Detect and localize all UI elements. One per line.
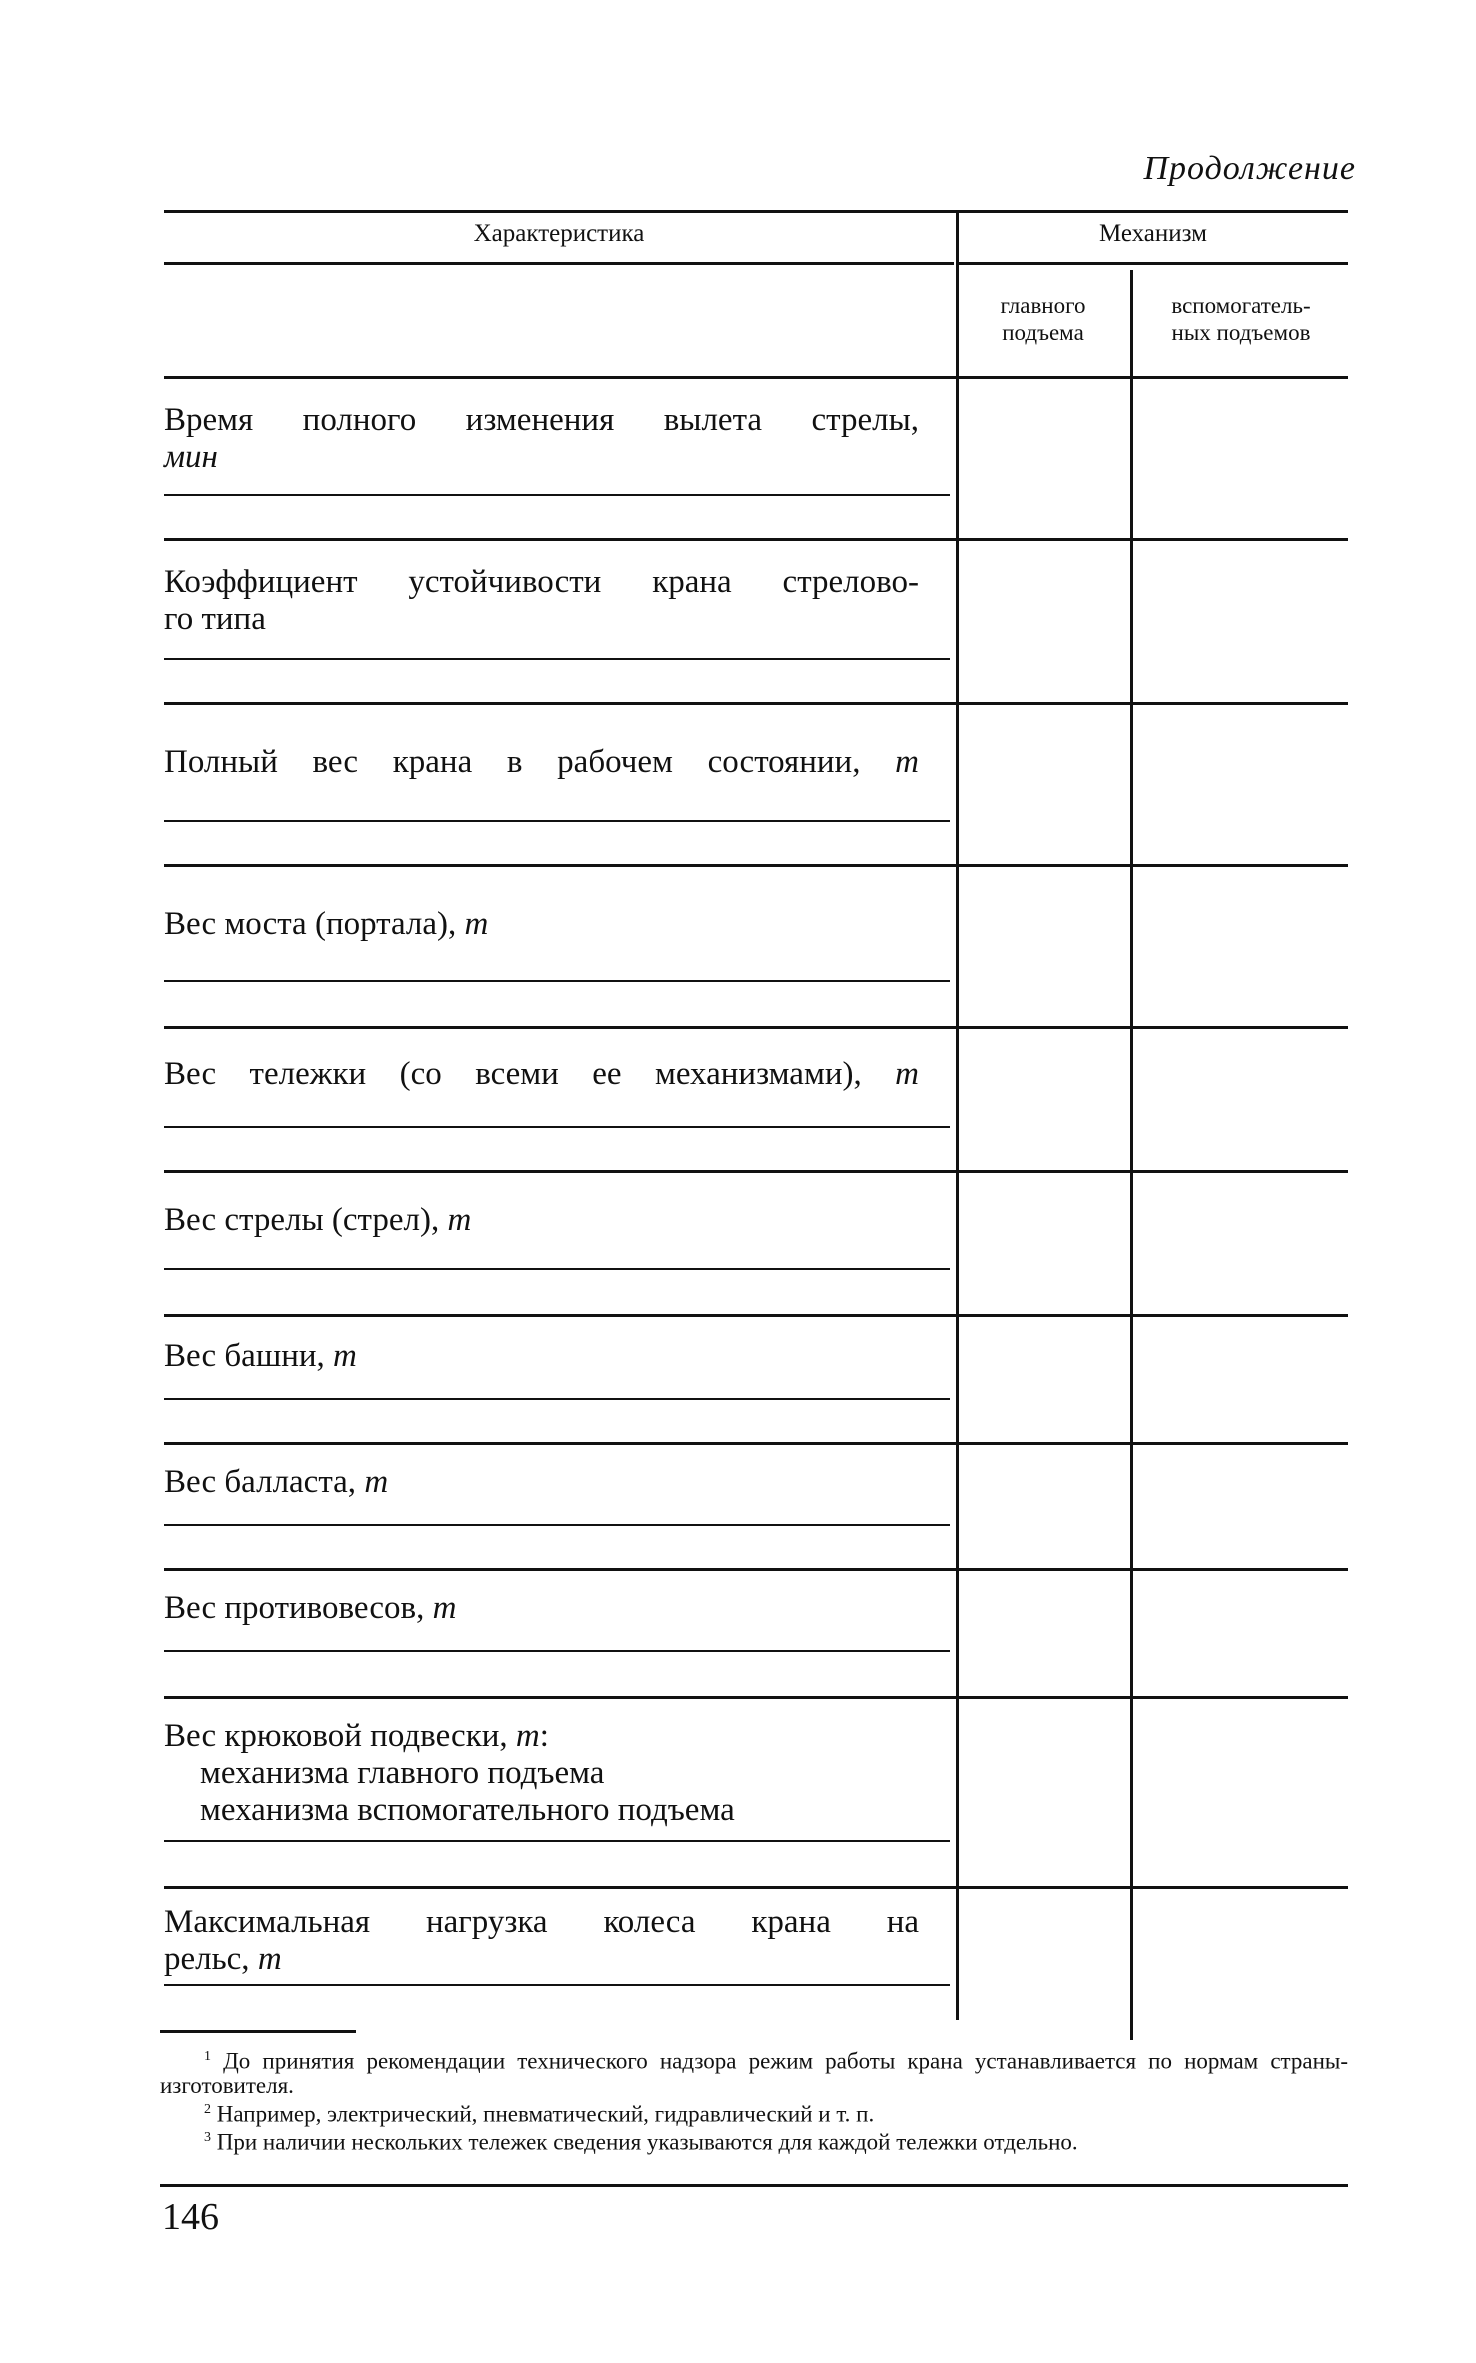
- row-label-text: Максимальная нагрузка колеса крана на: [164, 1904, 919, 1940]
- row-bridge-weight: [164, 906, 924, 943]
- page-bottom-rule: [160, 2184, 1348, 2187]
- characteristic-header-rule: [164, 262, 954, 265]
- row-label-text: Вес башни,: [164, 1338, 325, 1374]
- row-label-text: Время полного изменения вылета стрелы,: [164, 402, 919, 438]
- row-colon: :: [539, 1718, 549, 1754]
- subheader-main-line2: подъема: [1002, 320, 1084, 345]
- footnote-separator: [160, 2030, 356, 2033]
- row-max-wheel-load: [164, 1904, 919, 1978]
- footnote-mark: 2: [204, 2101, 211, 2117]
- row-rule: [164, 1886, 1348, 1889]
- footnote-text: При наличии нескольких тележек сведения указываются для каждой тележки отдельно.: [216, 2129, 1078, 2155]
- row-unit: т: [432, 1590, 457, 1626]
- footnote-text: Например, электрический, пневматический, гидравлический и т. п.: [216, 2101, 875, 2127]
- row-label-text: Коэффициент устойчивости крана стрелово-: [164, 564, 919, 600]
- row-stability-coefficient: [164, 564, 919, 638]
- row-label-text: Вес крюковой подвески,: [164, 1718, 508, 1754]
- subheader-aux-line2: ных подъемов: [1171, 320, 1311, 345]
- row-total-weight: [164, 744, 919, 781]
- row-ballast-weight: [164, 1464, 924, 1501]
- row-unit: т: [447, 1202, 472, 1238]
- row-rule: [164, 702, 1348, 705]
- row-unit: т: [257, 1941, 282, 1977]
- row-rule: [164, 1840, 950, 1842]
- continuation-label: Продолжение: [1143, 150, 1356, 187]
- footnote-mark: 1: [204, 2049, 211, 2064]
- row-rule: [164, 1568, 1348, 1571]
- row-label-text: Полный вес крана в рабочем состоянии,: [164, 744, 861, 780]
- subheader-main-hoist: [958, 292, 1128, 346]
- footnotes: [160, 2045, 1348, 2155]
- page-number: 146: [162, 2196, 219, 2238]
- row-unit: т: [464, 906, 489, 942]
- row-rule: [164, 1696, 1348, 1699]
- row-label-text: Вес противовесов,: [164, 1590, 425, 1626]
- col-header-characteristic: Характеристика: [473, 220, 645, 247]
- row-label-text: Вес моста (портала),: [164, 906, 457, 942]
- row-unit: мин: [164, 439, 218, 475]
- row-rule: [164, 1650, 950, 1652]
- row-rule: [164, 1026, 1348, 1029]
- row-unit: т: [333, 1338, 357, 1374]
- footnote-mark: 3: [204, 2130, 211, 2146]
- row-trolley-weight: [164, 1056, 919, 1093]
- row-unit: т: [895, 744, 919, 780]
- row-unit: т: [895, 1056, 919, 1092]
- col-header-mechanism: Механизм: [1098, 220, 1208, 247]
- subheader-aux-line1: вспомогатель-: [1171, 293, 1311, 318]
- footnote-text: До принятия рекомендации технического надзора режим работы крана устанавливается по нормам страны-изготовителя.: [160, 2048, 1348, 2098]
- row-rule: [164, 1314, 1348, 1317]
- footnote-1: [160, 2045, 1348, 2098]
- row-rule: [164, 864, 1348, 867]
- header-bottom-rule: [164, 376, 1348, 379]
- row-rule: [164, 1442, 1348, 1445]
- row-sub-main: механизма главного подъема: [200, 1755, 605, 1791]
- row-unit: т: [515, 1718, 540, 1754]
- col-divider-2: [1130, 270, 1133, 2040]
- row-label-text: Вес стрелы (стрел),: [164, 1202, 440, 1238]
- row-label-text: Вес тележки (со всеми ее механизмами),: [164, 1056, 862, 1092]
- row-rule: [164, 1984, 950, 1986]
- mechanism-header-rule: [958, 262, 1348, 265]
- row-rule: [164, 494, 950, 496]
- col-divider-1: [956, 212, 959, 2020]
- row-sub-aux: механизма вспомогательного подъема: [200, 1792, 735, 1828]
- row-label-text-cont: рельс,: [164, 1941, 250, 1977]
- row-unit: т: [364, 1464, 389, 1500]
- row-boom-reach-time: [164, 402, 919, 476]
- row-rule: [164, 980, 950, 982]
- row-rule: [164, 538, 1348, 541]
- row-counterweight-weight: [164, 1590, 924, 1627]
- footnote-2: [160, 2098, 1348, 2127]
- row-tower-weight: [164, 1338, 924, 1375]
- row-hook-block-weight: [164, 1718, 924, 1829]
- footnote-3: [160, 2126, 1348, 2155]
- table-top-rule: [164, 210, 1348, 213]
- row-rule: [164, 1170, 1348, 1173]
- row-rule: [164, 1524, 950, 1526]
- row-label-text-cont: го типа: [164, 601, 266, 637]
- row-boom-weight: [164, 1202, 924, 1239]
- row-rule: [164, 1126, 950, 1128]
- row-rule: [164, 658, 950, 660]
- subheader-aux-hoists: [1132, 292, 1350, 346]
- row-rule: [164, 820, 950, 822]
- row-label-text: Вес балласта,: [164, 1464, 357, 1500]
- subheader-main-line1: главного: [1000, 293, 1086, 318]
- row-rule: [164, 1398, 950, 1400]
- row-rule: [164, 1268, 950, 1270]
